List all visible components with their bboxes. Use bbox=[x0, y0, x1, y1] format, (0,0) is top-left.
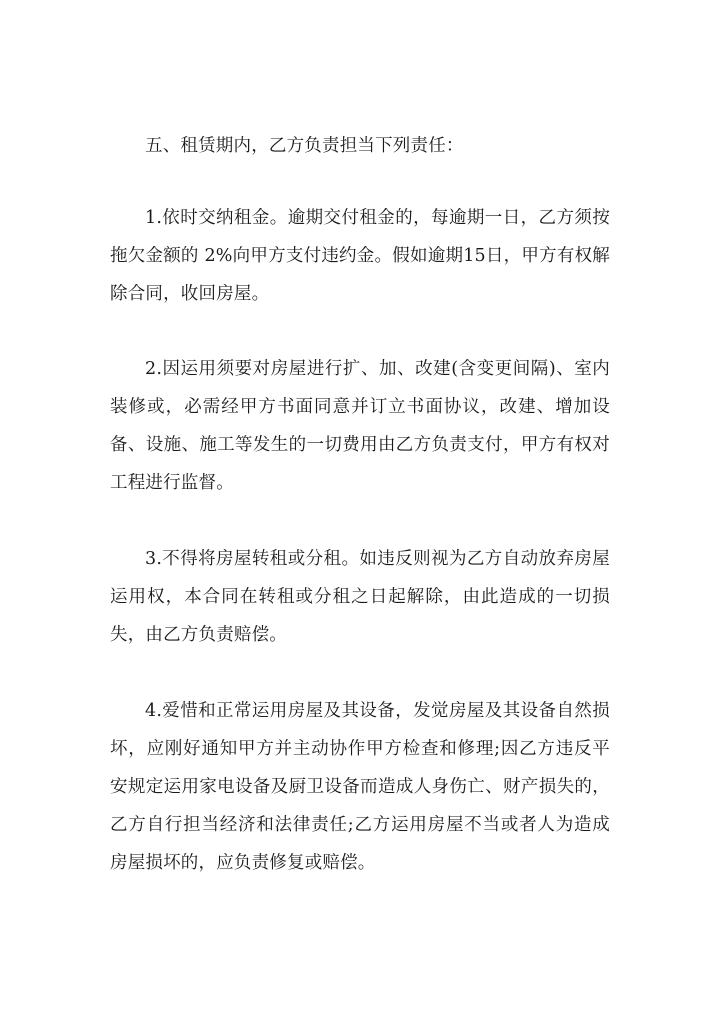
paragraph-3: 3.不得将房屋转租或分租。如违反则视为乙方自动放弃房屋运用权，本合同在转租或分租之日起解除，由此造成的一切损失，由乙方负责赔偿。 bbox=[110, 549, 610, 645]
paragraph-4: 4.爱惜和正常运用房屋及其设备，发觉房屋及其设备自然损坏，应刚好通知甲方并主动协作甲方检查和修理;因乙方违反平安规定运用家电设备及厨卫设备而造成人身伤亡、财产损失的，乙方自行担当经济和法律责任;乙方运用房屋不当或者人为造成房屋损坏的，应负责修复或赔偿。 bbox=[110, 701, 610, 873]
section-heading: 五、租赁期内，乙方负责担当下列责任： bbox=[145, 136, 464, 156]
paragraph-2: 2.因运用须要对房屋进行扩、加、改建(含变更间隔)、室内装修或，必需经甲方书面同意并订立书面协议，改建、增加设备、设施、施工等发生的一切费用由乙方负责支付，甲方有权对工程进行监督。 bbox=[110, 359, 610, 493]
paragraph-1: 1.依时交纳租金。逾期交付租金的，每逾期一日，乙方须按拖欠金额的 2%向甲方支付违约金。假如逾期15日，甲方有权解除合同，收回房屋。 bbox=[110, 208, 610, 304]
